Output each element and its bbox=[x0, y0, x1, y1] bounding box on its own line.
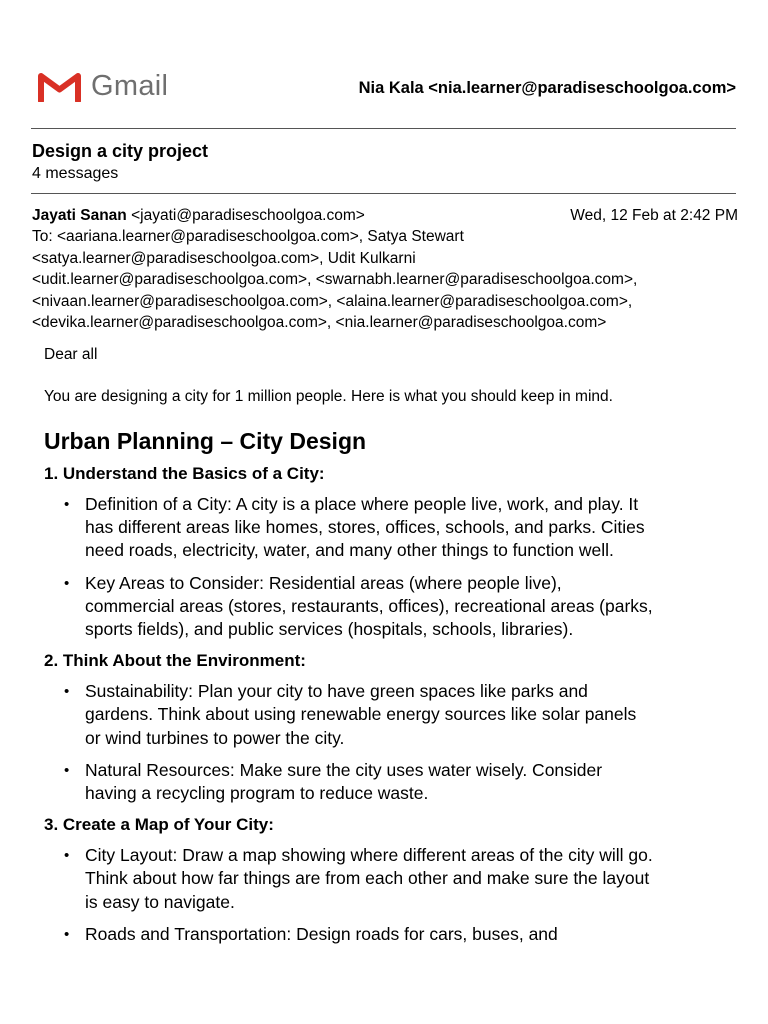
account-identity: Nia Kala <nia.learner@paradiseschoolgoa.com> bbox=[358, 79, 736, 97]
sender-name: Jayati Sanan bbox=[32, 207, 127, 224]
item-line: or wind turbines to power the city. bbox=[85, 727, 345, 748]
item-line: need roads, electricity, water, and many other things to function well. bbox=[85, 540, 614, 561]
greeting: Dear all bbox=[44, 346, 98, 363]
item-line: City Layout: Draw a map showing where different areas of the city will go. bbox=[85, 845, 653, 866]
list-item bbox=[44, 759, 734, 805]
thread-subject: Design a city project bbox=[32, 141, 209, 161]
item-line: Natural Resources: Make sure the city uses water wisely. Consider bbox=[85, 759, 603, 780]
header-divider bbox=[31, 128, 736, 129]
item-line: having a recycling program to reduce waste. bbox=[85, 783, 429, 804]
gmail-wordmark: Gmail bbox=[91, 70, 169, 102]
section-heading: 1. Understand the Basics of a City: bbox=[44, 464, 325, 483]
item-line: is easy to navigate. bbox=[85, 891, 235, 912]
section-heading: 2. Think About the Environment: bbox=[44, 651, 306, 671]
intro-paragraph: You are designing a city for 1 million people. Here is what you should keep in mind. bbox=[44, 388, 613, 405]
list-item bbox=[44, 680, 734, 750]
document-heading: Urban Planning – City Design bbox=[44, 428, 367, 454]
item-line: commercial areas (stores, restaurants, offices), recreational areas (parks, bbox=[85, 595, 653, 616]
recipient-line: <satya.learner@paradiseschoolgoa.com>, Udit Kulkarni bbox=[32, 249, 416, 267]
bullet-list bbox=[44, 680, 734, 805]
message-body bbox=[44, 344, 734, 955]
sender-email: <jayati@paradiseschoolgoa.com> bbox=[131, 207, 365, 224]
item-line: Key Areas to Consider: Residential areas (where people live), bbox=[85, 572, 562, 593]
recipient-line: <nivaan.learner@paradiseschoolgoa.com>, <alaina.learner@paradiseschoolgoa.com>, bbox=[32, 292, 633, 310]
bullet-icon: • bbox=[64, 574, 70, 592]
bullet-icon: • bbox=[64, 761, 70, 779]
gmail-envelope-icon bbox=[38, 70, 81, 102]
section-heading: 3. Create a Map of Your City: bbox=[44, 815, 274, 835]
gmail-logo bbox=[38, 70, 168, 102]
bullet-icon: • bbox=[64, 847, 70, 865]
message-count: 4 messages bbox=[32, 165, 119, 182]
message-date: Wed, 12 Feb at 2:42 PM bbox=[570, 207, 738, 224]
recipient-line: <udit.learner@paradiseschoolgoa.com>, <swarnabh.learner@paradiseschoolgoa.com>, bbox=[32, 271, 638, 289]
item-line: has different areas like homes, stores, offices, schools, and parks. Cities bbox=[85, 517, 645, 538]
bullet-list bbox=[44, 493, 734, 641]
bullet-icon: • bbox=[64, 683, 70, 701]
item-line: Roads and Transportation: Design roads for cars, buses, and bbox=[85, 923, 558, 944]
list-item bbox=[44, 844, 734, 914]
message-header bbox=[32, 205, 738, 333]
recipient-line: To: <aariana.learner@paradiseschoolgoa.com>, Satya Stewart bbox=[32, 228, 464, 246]
recipient-list bbox=[32, 226, 738, 333]
list-item bbox=[44, 493, 734, 563]
item-line: Definition of a City: A city is a place where people live, work, and play. It bbox=[85, 494, 639, 514]
subject-divider bbox=[31, 193, 736, 194]
item-line: Sustainability: Plan your city to have green spaces like parks and bbox=[85, 681, 588, 702]
item-line: gardens. Think about using renewable energy sources like solar panels bbox=[85, 704, 637, 725]
item-line: Think about how far things are from each other and make sure the layout bbox=[85, 868, 650, 889]
bullet-icon: • bbox=[64, 925, 70, 943]
list-item bbox=[44, 572, 734, 642]
bullet-list bbox=[44, 844, 734, 946]
recipient-line: <devika.learner@paradiseschoolgoa.com>, <nia.learner@paradiseschoolgoa.com> bbox=[32, 314, 607, 332]
item-line: sports fields), and public services (hospitals, schools, libraries). bbox=[85, 619, 574, 640]
bullet-icon: • bbox=[64, 496, 70, 513]
list-item bbox=[44, 923, 734, 946]
